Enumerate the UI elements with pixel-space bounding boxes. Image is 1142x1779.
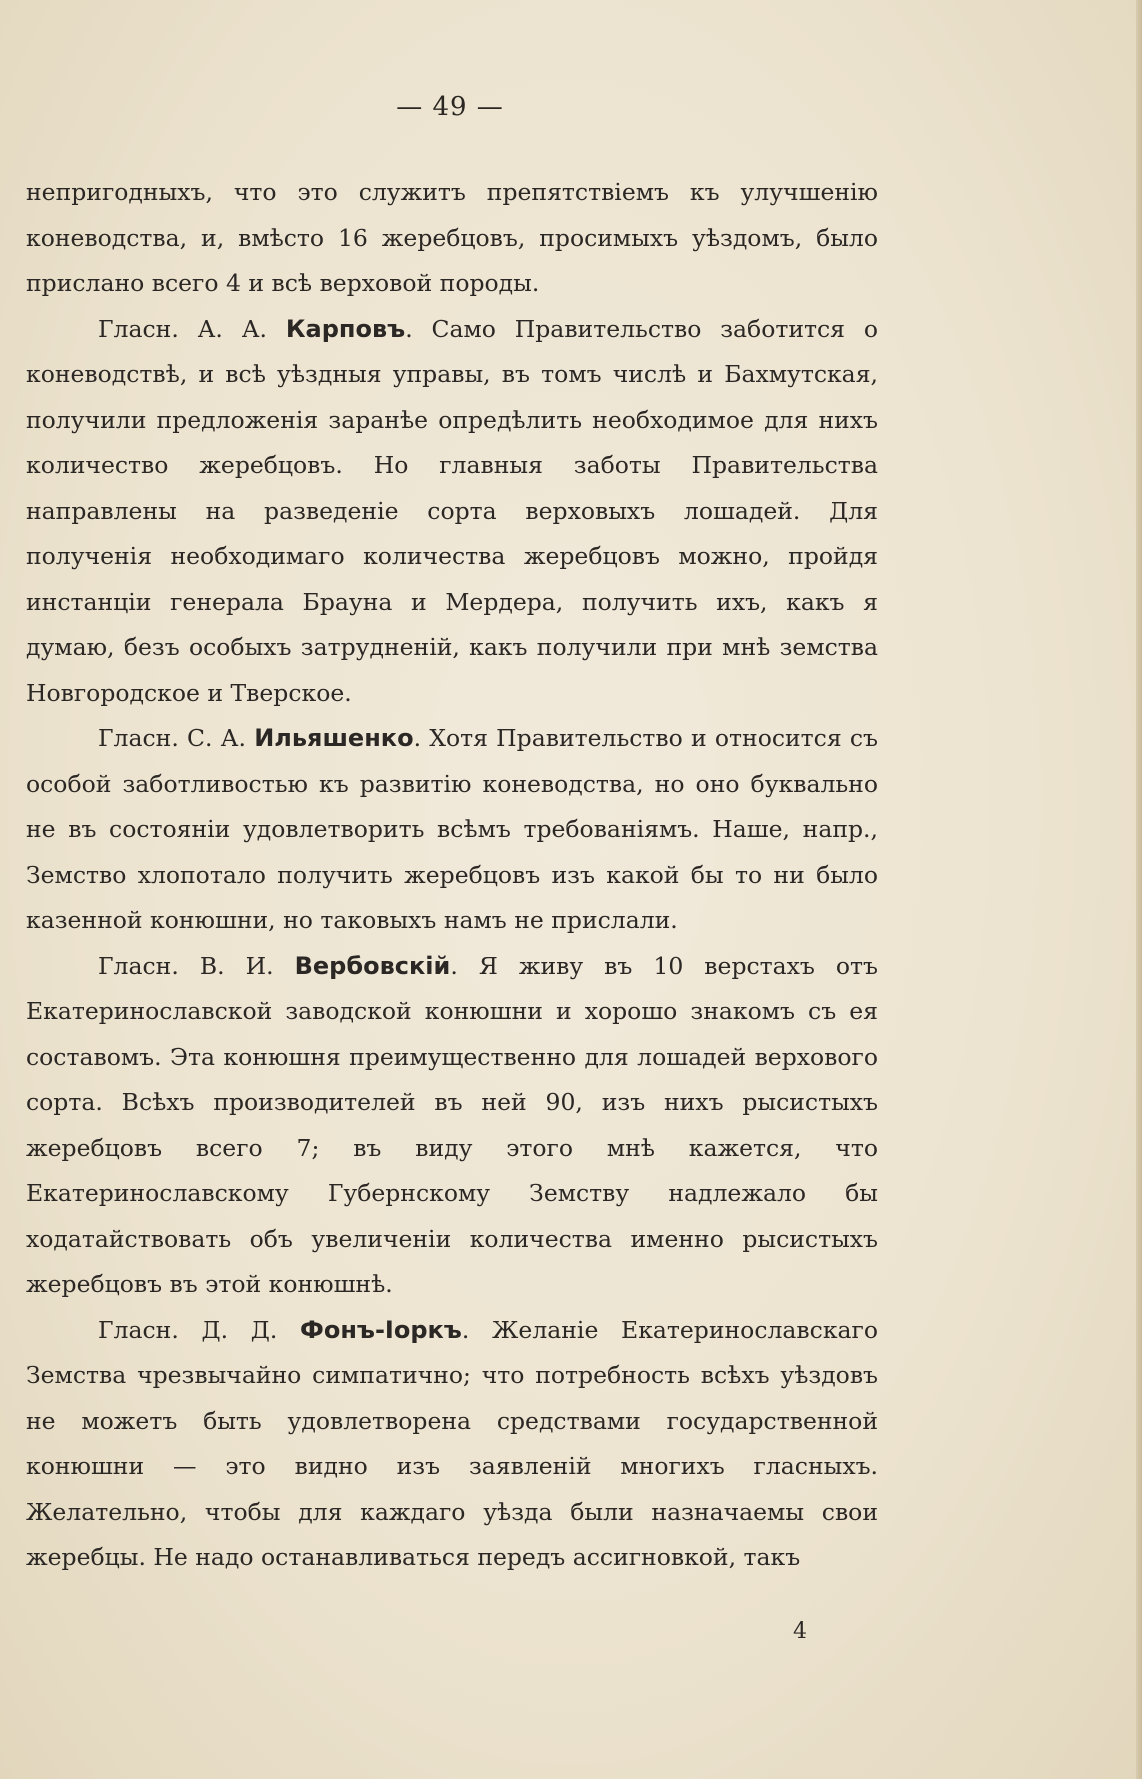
speaker-name: Фонъ-Іоркъ (300, 1315, 462, 1344)
speaker-intro: Гласн. Д. Д. (98, 1315, 278, 1344)
paragraph-text: непригодныхъ, что это служитъ препятствіемъ къ улучшенію коневодства, и, вмѣсто 16 жеребцовъ, просимыхъ уѣздомъ, было прислано всего 4 и всѣ верховой породы. (26, 178, 878, 297)
paragraph-continuation (26, 170, 878, 307)
speaker-intro: Гласн. В. И. (98, 951, 274, 980)
speaker-intro: Гласн. А. А. (98, 314, 268, 343)
speech-fon-iork (26, 1308, 878, 1581)
signature-mark: 4 (793, 1619, 807, 1644)
speech-ilyashenko (26, 716, 878, 944)
paragraph-text: . Желаніе Екатеринославскаго Земства чрезвычайно симпатично; что потребность всѣхъ уѣздовъ не можетъ быть удовлетворена средствами государственной конюшни — это видно изъ заявленій многихъ гласныхъ. Желательно, чтобы для каждаго уѣзда были назначаемы свои жеребцы. Не надо останавливаться передъ ассигновкой, такъ (26, 1315, 878, 1571)
speaker-name: Карповъ (285, 314, 406, 343)
page-edge (1136, 0, 1142, 1779)
speaker-intro: Гласн. С. А. (98, 724, 246, 752)
body-text (26, 170, 878, 1581)
speaker-name: Вербовскій (294, 951, 451, 980)
paragraph-text: . Я живу въ 10 верстахъ отъ Екатеринославской заводской конюшни и хорошо знакомъ съ ея составомъ. Эта конюшня преимущественно для лошадей верхового сорта. Всѣхъ производителей въ ней 90, изъ нихъ рысистыхъ жеребцовъ всего 7; въ виду этого мнѣ кажется, что Екатеринославскому Губернскому Земству надлежало бы ходатайствовать объ увеличеніи количества именно рысистыхъ жеребцовъ въ этой конюшнѣ. (26, 951, 878, 1298)
page-number-header: — 49 — (396, 92, 504, 122)
paragraph-text: . Само Правительство заботится о коневодствѣ, и всѣ уѣздныя управы, въ томъ числѣ и Бахмутская, получили предложенія заранѣе опредѣлить необходимое для нихъ количество жеребцовъ. Но главныя заботы Правительства направлены на разведеніе сорта верховыхъ лошадей. Для полученія необходимаго количества жеребцовъ можно, пройдя инстанціи генерала Брауна и Мердера, получить ихъ, какъ я думаю, безъ особыхъ затрудненій, какъ получили при мнѣ земства Новгородское и Тверское. (26, 314, 878, 707)
speech-karpov (26, 307, 878, 717)
speaker-name: Ильяшенко (254, 724, 414, 752)
paragraph-text: . Хотя Правительство и относится съ особой заботливостью къ развитію коневодства, но оно буквально не въ состояніи удовлетворить всѣмъ требованіямъ. Наше, напр., Земство хлопотало получить жеребцовъ изъ какой бы то ни было казенной конюшни, но таковыхъ намъ не прислали. (26, 724, 878, 934)
speech-verbovsky (26, 944, 878, 1308)
